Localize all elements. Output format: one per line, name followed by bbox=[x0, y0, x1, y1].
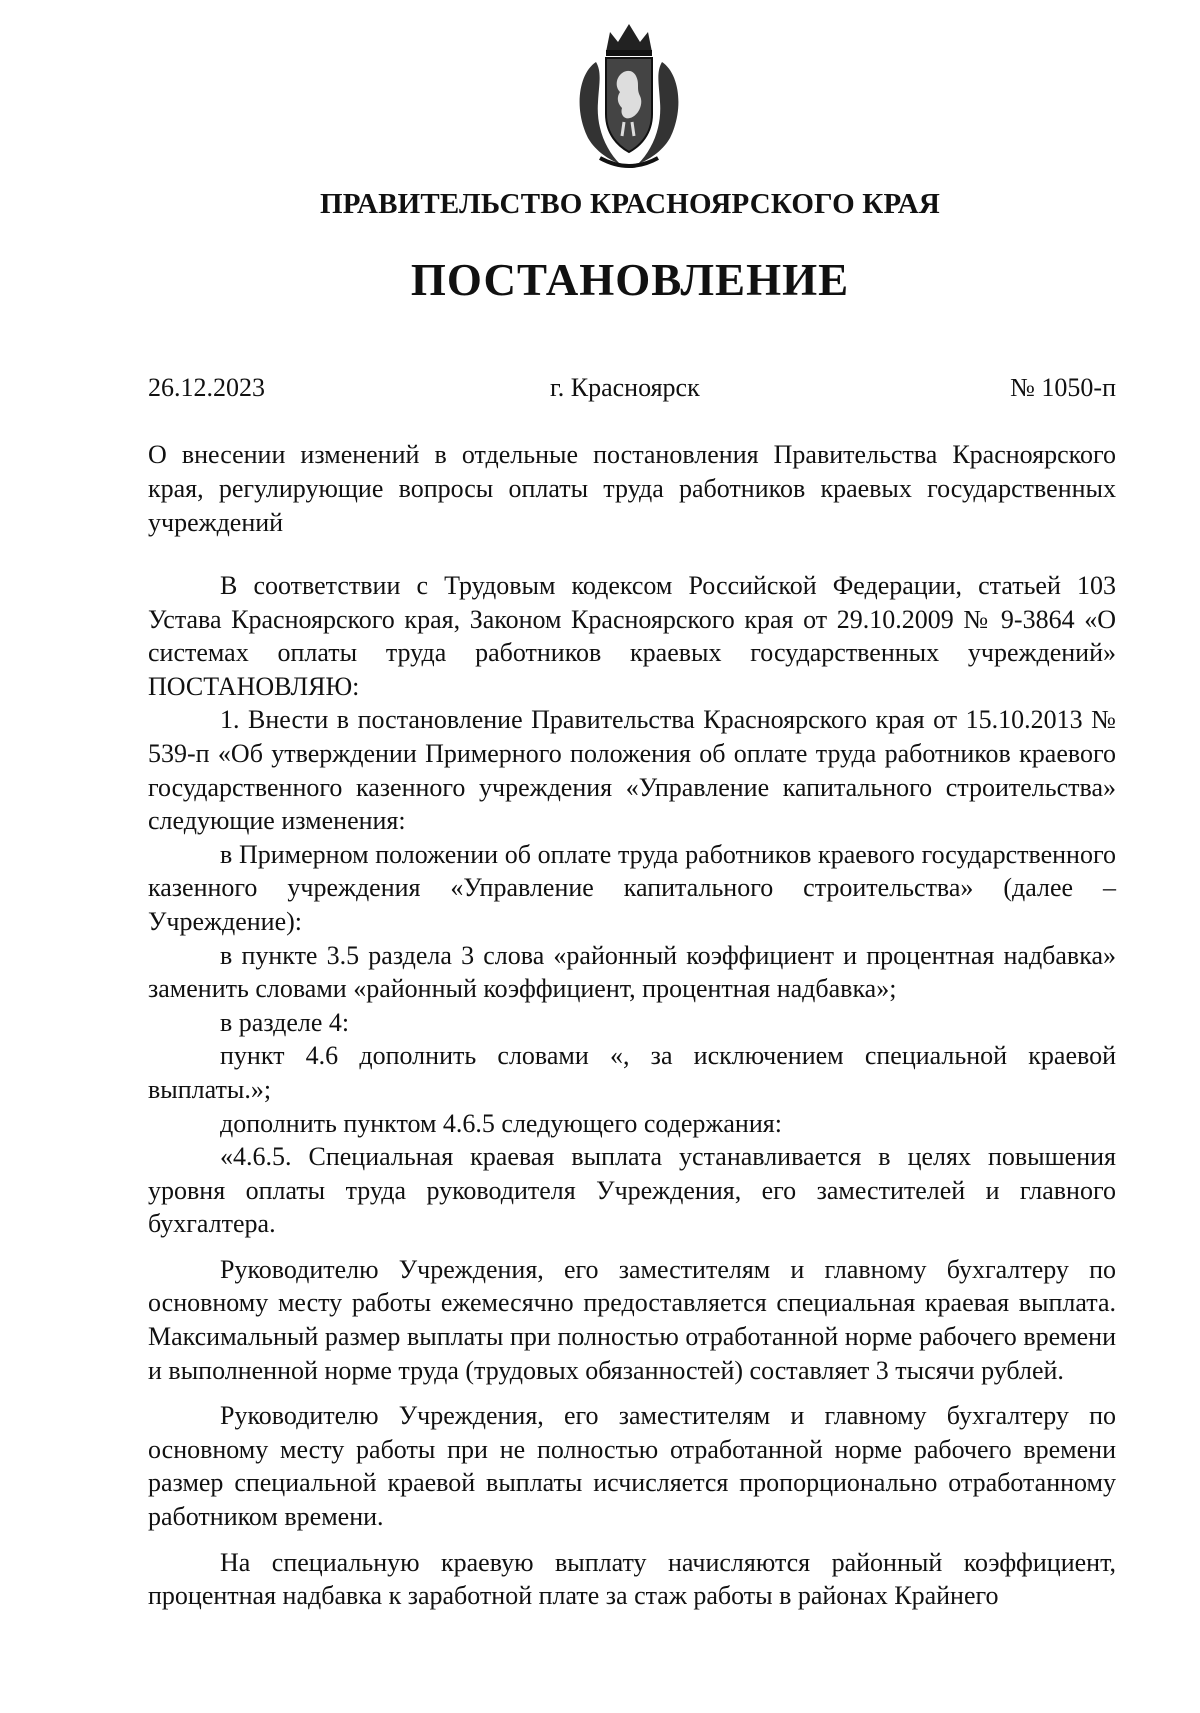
paragraph: Руководителю Учреждения, его заместителям и главному бухгалтеру по основному месту работы при не полностью отработанной норме рабочего времени размер специальной краевой выплаты исчисляется пропорционально отработанному работником времени. bbox=[148, 1401, 1116, 1532]
paragraph: Руководителю Учреждения, его заместителям и главному бухгалтеру по основному месту работы ежемесячно предоставляется специальная краевая выплата. Максимальный размер выплаты при полностью отработанной норме рабочего времени и выполненной норме труда (трудовых обязанностей) составляет 3 тысячи рублей. bbox=[148, 1254, 1116, 1385]
document-date: 26.12.2023 bbox=[148, 373, 265, 402]
document-type-title: ПОСТАНОВЛЕНИЕ bbox=[410, 255, 850, 305]
paragraph-preamble: В соответствии с Трудовым кодексом Российской Федерации, статьей 103 Устава Красноярского края, Законом Красноярского края от 29.10.2009 № 9-3864 «О системах оплаты труда работников краевых государственных учреждений» ПОСТАНОВЛЯЮ: bbox=[148, 571, 1116, 701]
paragraph: дополнить пунктом 4.6.5 следующего содержания: bbox=[220, 1108, 782, 1138]
paragraph: в разделе 4: bbox=[220, 1007, 350, 1037]
document-city: г. Красноярск bbox=[550, 373, 700, 402]
coat-of-arms-icon bbox=[566, 18, 692, 174]
paragraph: в пункте 3.5 раздела 3 слова «районный коэффициент и процентная надбавка» заменить словами «районный коэффициент, процентная надбавка»; bbox=[148, 940, 1116, 1004]
paragraph-item-1: 1. Внести в постановление Правительства Красноярского края от 15.10.2013 № 539-п «Об утверждении Примерного положения об оплате труда работников краевого государственного казенного учреждения «Управление капитального строительства» следующие изменения: bbox=[148, 705, 1116, 836]
paragraph: в Примерном положении об оплате труда работников краевого государственного казенного учреждения «Управление капитального строительства» (далее – Учреждение): bbox=[148, 839, 1116, 936]
organization-title: ПРАВИТЕЛЬСТВО КРАСНОЯРСКОГО КРАЯ bbox=[319, 188, 941, 220]
document-body bbox=[148, 569, 1116, 1613]
paragraph: пункт 4.6 дополнить словами «, за исключением специальной краевой выплаты.»; bbox=[148, 1041, 1116, 1104]
paragraph: На специальную краевую выплату начисляются районный коэффициент, процентная надбавка к заработной плате за стаж работы в районах Крайнего bbox=[148, 1547, 1116, 1611]
document-subject: О внесении изменений в отдельные постановления Правительства Красноярского края, регулирующие вопросы оплаты труда работников краевых государственных учреждений bbox=[148, 440, 1116, 537]
document-meta bbox=[148, 373, 1116, 413]
paragraph: «4.6.5. Специальная краевая выплата устанавливается в целях повышения уровня оплаты труда руководителя Учреждения, его заместителей и главного бухгалтера. bbox=[148, 1142, 1116, 1239]
document-number: № 1050-п bbox=[1010, 373, 1116, 402]
